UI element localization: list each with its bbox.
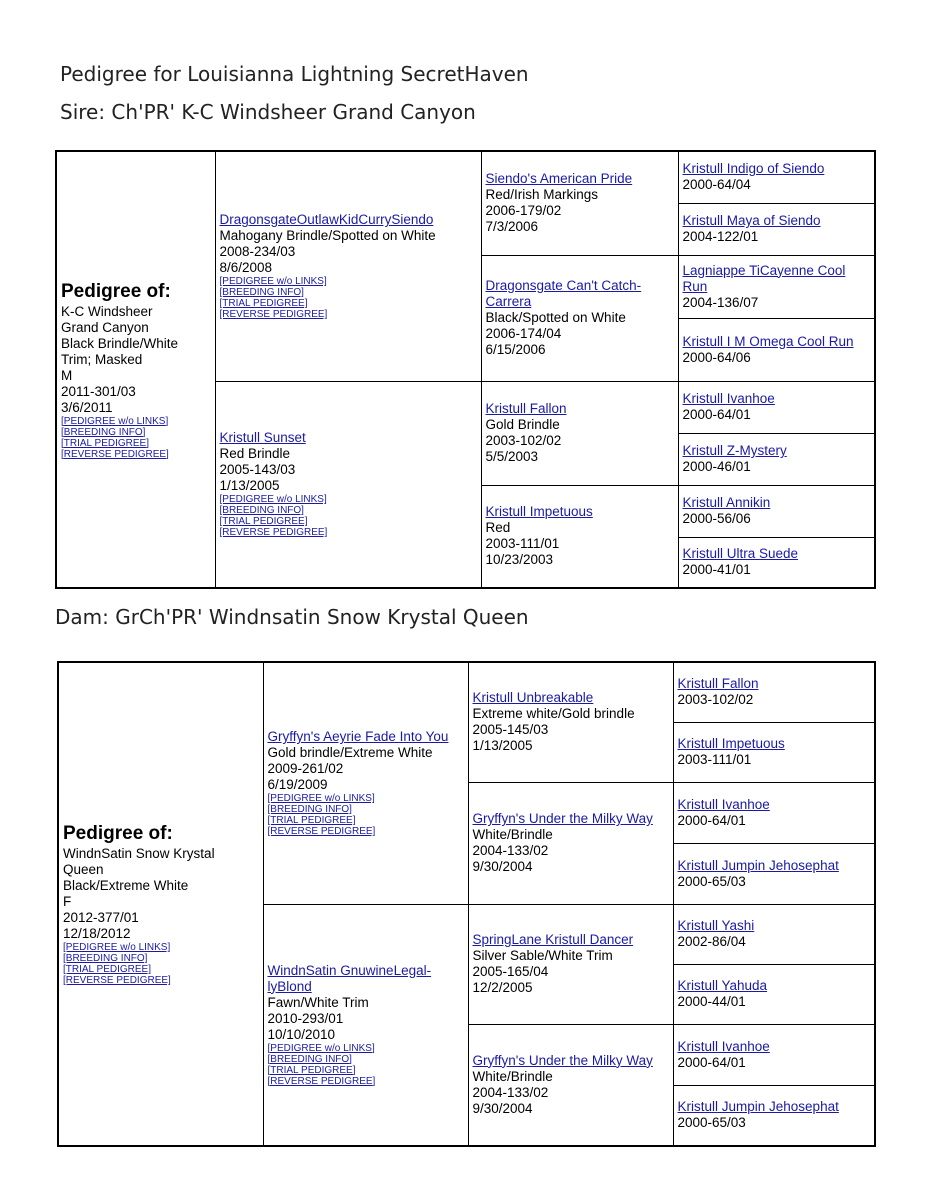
root-reg: 2011-301/03	[61, 383, 136, 399]
dog-dob: 9/30/2004	[472, 1100, 533, 1116]
dog-name-link[interactable]: Kristull Ultra Suede	[682, 546, 799, 562]
dog-name-link[interactable]: Gryffyn's Under the Milky Way	[472, 811, 653, 826]
root-color: Trim; Masked	[61, 351, 143, 367]
pedigree-wo-links-link[interactable]: [PEDIGREE w/o LINKS]	[61, 415, 169, 427]
g3-cell	[678, 203, 875, 255]
dog-reg: 2000-44/01	[677, 994, 746, 1009]
dog-name-link[interactable]: Siendo's American Pride	[485, 171, 633, 187]
trial-pedigree-link[interactable]: [TRIAL PEDIGREE]	[63, 964, 151, 975]
dog-reg: 2000-64/06	[682, 349, 751, 365]
dog-reg: 2000-56/06	[682, 511, 751, 526]
sire-pedigree-table	[55, 150, 876, 589]
g1-cell	[263, 904, 468, 1146]
trial-pedigree-link[interactable]: [TRIAL PEDIGREE]	[61, 437, 149, 449]
g3-cell	[678, 151, 875, 203]
dog-name-link[interactable]: Kristull Ivanhoe	[677, 1038, 770, 1054]
dog-name-link[interactable]: Kristull Annikin	[682, 495, 771, 510]
g3-cell	[678, 255, 875, 318]
root-sex: M	[61, 367, 73, 383]
g3-cell	[678, 537, 875, 588]
g3-cell	[673, 843, 875, 904]
dog-name-link[interactable]: Kristull Jumpin Jehosephat	[677, 857, 839, 873]
dog-name-link[interactable]: Lagniappe TiCayenne Cool Run	[682, 262, 846, 294]
g2-cell	[468, 1024, 673, 1146]
dog-reg: 2000-41/01	[682, 562, 751, 578]
g2-cell	[481, 485, 678, 588]
trial-pedigree-link[interactable]: [TRIAL PEDIGREE]	[219, 298, 308, 310]
pedigree-wo-links-link[interactable]: [PEDIGREE w/o LINKS]	[219, 276, 327, 288]
dog-reg: 2003-102/02	[677, 692, 754, 708]
dog-color: White/Brindle	[472, 1068, 553, 1084]
dog-dob: 5/5/2003	[485, 449, 539, 464]
dog-name-link[interactable]: Gryffyn's Aeyrie Fade Into You	[267, 729, 449, 745]
g1-cell	[215, 381, 481, 588]
g1-cell	[263, 662, 468, 904]
dog-links	[220, 276, 477, 320]
dog-color: Fawn/White Trim	[267, 994, 369, 1010]
dog-color: Black/Spotted on White	[485, 310, 626, 325]
dog-name-link[interactable]: Kristull Ivanhoe	[677, 796, 770, 812]
reverse-pedigree-link[interactable]: [REVERSE PEDIGREE]	[267, 826, 376, 838]
dog-reg: 2005-145/03	[472, 722, 549, 738]
g2-cell	[481, 151, 678, 255]
dog-name-link[interactable]: Kristull I M Omega Cool Run	[682, 333, 854, 349]
dog-dob: 7/3/2006	[485, 219, 539, 235]
dog-dob: 6/15/2006	[485, 342, 546, 357]
dog-reg: 2000-65/03	[677, 1115, 746, 1131]
dog-reg: 2003-111/01	[485, 536, 560, 552]
dog-name-link[interactable]: Kristull Sunset	[219, 430, 306, 446]
breeding-info-link[interactable]: [BREEDING INFO]	[63, 953, 148, 964]
dog-dob: 6/19/2009	[267, 777, 328, 793]
pedigree-of-label: Pedigree of:	[63, 823, 173, 844]
dog-reg: 2006-179/02	[485, 203, 562, 219]
dog-dob: 1/13/2005	[219, 478, 280, 494]
g2-cell	[468, 782, 673, 904]
pedigree-wo-links-link[interactable]: [PEDIGREE w/o LINKS]	[267, 1042, 375, 1054]
dog-dob: 10/23/2003	[485, 552, 554, 568]
sire-heading: Sire: Ch'PR' K-C Windsheer Grand Canyon	[60, 100, 476, 124]
trial-pedigree-link[interactable]: [TRIAL PEDIGREE]	[267, 815, 356, 827]
g2-cell	[468, 662, 673, 782]
reverse-pedigree-link[interactable]: [REVERSE PEDIGREE]	[219, 527, 328, 539]
dog-reg: 2000-46/01	[682, 459, 751, 474]
g3-cell	[678, 433, 875, 485]
dog-reg: 2000-64/04	[682, 177, 751, 193]
dog-reg: 2005-143/03	[219, 462, 296, 478]
dog-name-link[interactable]: Kristull Impetuous	[677, 736, 785, 751]
dog-name-link[interactable]: Kristull Fallon	[677, 676, 759, 692]
dog-color: Gold Brindle	[485, 417, 560, 432]
dog-dob: 1/13/2005	[472, 738, 533, 754]
dog-color: Red	[485, 520, 511, 536]
dog-name-link[interactable]: Kristull Indigo of Siendo	[682, 161, 825, 177]
dog-dob: 10/10/2010	[267, 1026, 336, 1042]
dog-dob: 8/6/2008	[219, 260, 273, 276]
dog-reg: 2006-174/04	[485, 326, 562, 341]
dog-links	[220, 494, 477, 538]
g3-cell	[673, 1085, 875, 1146]
g2-cell	[481, 255, 678, 381]
pedigree-wo-links-link[interactable]: [PEDIGREE w/o LINKS]	[267, 793, 375, 805]
dog-name-link[interactable]: Kristull Unbreakable	[472, 690, 594, 706]
breeding-info-link[interactable]: [BREEDING INFO]	[61, 426, 146, 438]
dog-name-link[interactable]: Kristull Yashi	[677, 918, 755, 933]
g3-cell	[673, 722, 875, 782]
dog-color: Silver Sable/White Trim	[472, 948, 613, 963]
root-dob: 12/18/2012	[63, 926, 131, 941]
pedigree-wo-links-link[interactable]: [PEDIGREE w/o LINKS]	[63, 942, 171, 953]
page-title: Pedigree for Louisianna Lightning SecretHaven	[60, 62, 529, 86]
dog-reg: 2003-111/01	[677, 752, 752, 767]
dog-reg: 2010-293/01	[267, 1010, 344, 1026]
dog-color: Red Brindle	[219, 446, 291, 462]
g3-cell	[673, 904, 875, 964]
reverse-pedigree-link[interactable]: [REVERSE PEDIGREE]	[267, 1075, 376, 1087]
dog-reg: 2000-64/01	[677, 812, 746, 828]
dam-pedigree-table	[57, 661, 876, 1147]
root-links	[61, 416, 211, 460]
root-sex: F	[63, 894, 72, 909]
root-name: K-C Windsheer	[61, 303, 153, 319]
root-name: Queen	[63, 862, 104, 877]
g3-cell	[673, 964, 875, 1024]
dog-reg: 2000-64/01	[677, 1054, 746, 1070]
dog-color: Extreme white/Gold brindle	[472, 706, 635, 722]
dog-name-link[interactable]: Kristull Yahuda	[677, 978, 768, 993]
g3-cell	[678, 318, 875, 381]
dog-reg: 2004-136/07	[682, 294, 759, 310]
dog-name-link[interactable]: Gryffyn's Under the Milky Way	[472, 1052, 653, 1068]
dog-reg: 2008-234/03	[219, 244, 296, 260]
g3-cell	[673, 782, 875, 843]
dog-name-link[interactable]: Kristull Ivanhoe	[682, 391, 775, 406]
dog-reg: 2004-122/01	[682, 229, 759, 244]
dog-name-link[interactable]: Kristull Jumpin Jehosephat	[677, 1099, 839, 1115]
dog-reg: 2000-65/03	[677, 873, 746, 889]
dog-name-link[interactable]: Dragonsgate Can't Catch-Carrera	[485, 278, 642, 309]
g3-cell	[673, 662, 875, 722]
g2-cell	[481, 381, 678, 485]
dog-reg: 2002-86/04	[677, 934, 746, 949]
dog-dob: 9/30/2004	[472, 859, 533, 874]
dog-reg: 2005-165/04	[472, 964, 549, 979]
breeding-info-link[interactable]: [BREEDING INFO]	[267, 804, 352, 816]
dog-color: Gold brindle/Extreme White	[267, 745, 433, 761]
trial-pedigree-link[interactable]: [TRIAL PEDIGREE]	[267, 1064, 356, 1076]
pedigree-wo-links-link[interactable]: [PEDIGREE w/o LINKS]	[219, 494, 327, 506]
dog-reg: 2003-102/02	[485, 433, 562, 448]
breeding-info-link[interactable]: [BREEDING INFO]	[219, 287, 304, 299]
dog-reg: 2004-133/02	[472, 1084, 549, 1100]
dog-dob: 12/2/2005	[472, 980, 533, 995]
dog-links	[268, 1043, 464, 1087]
dog-name-link[interactable]: WindnSatin GnuwineLegal-lyBlond	[267, 962, 432, 994]
g3-cell	[678, 485, 875, 537]
reverse-pedigree-link[interactable]: [REVERSE PEDIGREE]	[63, 975, 171, 986]
dog-reg: 2000-64/01	[682, 407, 751, 422]
dog-name-link[interactable]: Kristull Fallon	[485, 401, 567, 416]
root-name: Grand Canyon	[61, 319, 149, 335]
dog-reg: 2009-261/02	[267, 761, 344, 777]
dog-links	[268, 793, 464, 837]
g3-cell	[678, 381, 875, 433]
root-dob: 3/6/2011	[61, 399, 113, 415]
reverse-pedigree-link[interactable]: [REVERSE PEDIGREE]	[219, 309, 328, 321]
dog-color: Mahogany Brindle/Spotted on White	[219, 228, 436, 244]
dog-name-link[interactable]: Kristull Maya of Siendo	[682, 213, 821, 228]
dog-color: White/Brindle	[472, 827, 553, 842]
dog-reg: 2004-133/02	[472, 843, 549, 858]
breeding-info-link[interactable]: [BREEDING INFO]	[219, 505, 304, 517]
root-color: Black Brindle/White	[61, 335, 179, 351]
g3-cell	[673, 1024, 875, 1085]
root-name: WindnSatin Snow Krystal	[63, 846, 215, 861]
trial-pedigree-link[interactable]: [TRIAL PEDIGREE]	[219, 516, 308, 528]
root-reg: 2012-377/01	[63, 910, 139, 925]
dog-name-link[interactable]: DragonsgateOutlawKidCurrySiendo	[219, 212, 434, 228]
dog-color: Red/Irish Markings	[485, 187, 599, 203]
dam-heading: Dam: GrCh'PR' Windnsatin Snow Krystal Queen	[55, 605, 529, 629]
root-color: Black/Extreme White	[63, 878, 189, 893]
dog-name-link[interactable]: Kristull Z-Mystery	[682, 443, 787, 458]
pedigree-of-label: Pedigree of:	[61, 280, 171, 302]
reverse-pedigree-link[interactable]: [REVERSE PEDIGREE]	[61, 448, 169, 460]
dam-root-cell	[58, 662, 263, 1146]
dog-name-link[interactable]: Kristull Impetuous	[485, 504, 593, 520]
dog-name-link[interactable]: SpringLane Kristull Dancer	[472, 932, 634, 947]
g2-cell	[468, 904, 673, 1024]
breeding-info-link[interactable]: [BREEDING INFO]	[267, 1053, 352, 1065]
root-links	[63, 942, 259, 986]
sire-root-cell	[56, 151, 215, 588]
g1-cell	[215, 151, 481, 381]
